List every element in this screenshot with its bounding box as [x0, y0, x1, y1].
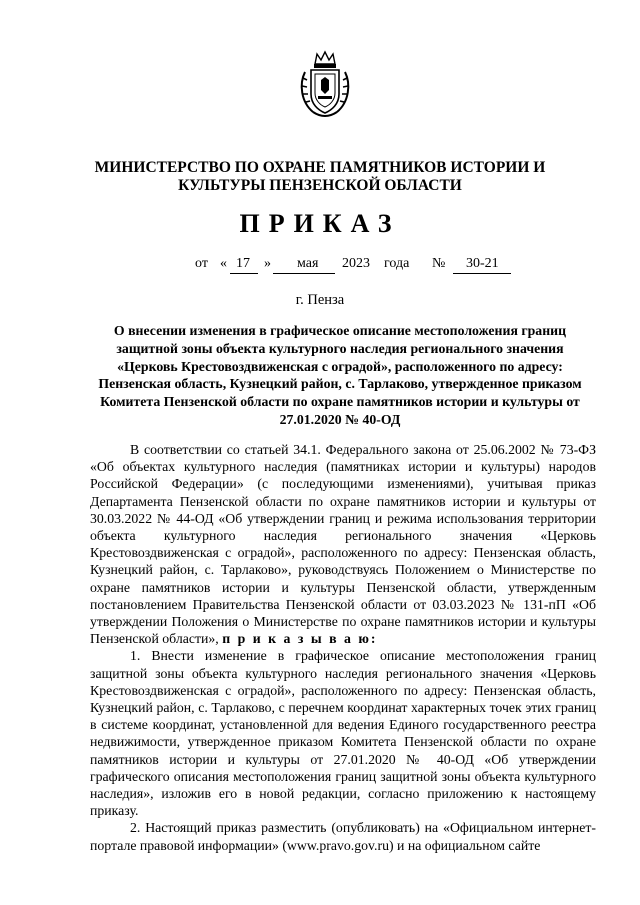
date-month: мая [297, 256, 319, 271]
subject-line: Пензенская область, Кузнецкий район, с. Тарлаково, утвержденное приказом [98, 376, 582, 392]
date-close-quote: » [264, 256, 271, 271]
day-underline [230, 273, 258, 274]
order-word: п р и к а з ы в а ю: [222, 631, 378, 647]
ministry-name-line: КУЛЬТУРЫ ПЕНЗЕНСКОЙ ОБЛАСТИ [178, 177, 462, 194]
subject-line: 27.01.2020 № 40-ОД [279, 411, 401, 427]
date-year-word: года [384, 256, 410, 271]
subject-line: защитной зоны объекта культурного наследия регионального значения [116, 340, 564, 356]
order-subject [90, 322, 590, 429]
item-2-paragraph: 2. Настоящий приказ разместить (опубликовать) на «Официальном интернет-портале правовой информации» (www.pravo.gov.ru) и на официальном сайте [90, 820, 596, 853]
item-1-paragraph: 1. Внести изменение в графическое описание местоположения границ защитной зоны объекта культурного наследия регионального значения «Церковь Крестовоздвиженская с оградой», расположенного по адресу: Пензенская область, Кузнецкий район, с. Тарлаково, с перечнем координат характерных точек этих границ в системе координат, установленной для ведения Единого государственного реестра недвижимости, утвержденное приказом Комитета Пензенской области по охране памятников истории и культуры от 27.01.2020 № 40-ОД «Об утверждении графического описания местоположения границ защитной зоны объекта культурного наследия», изложив его в новой редакции, согласно приложению к настоящему приказу. [90, 648, 596, 819]
preamble-text: В соответствии со статьей 34.1. Федерального закона от 25.06.2002 № 73-ФЗ «Об объектах культурного наследия (памятниках истории и культуры) народов Российской Федерации» (с последующими изменениями), учитывая приказ Департамента Пензенской области по охране памятников истории и культуры от 30.03.2022 № 44-ОД «Об утверждении границ и режима использования территории объекта культурного наследия регионального значения «Церковь Крестовоздвиженская с оградой», расположенного по адресу: Пензенская область, Кузнецкий район, с. Тарлаково», руководствуясь Положением о Министерстве по охране памятников истории и культуры Пензенской области, утвержденным постановлением Правительства Пензенской области от 03.03.2023 № 131-пП «Об утверждении Положения о Министерстве по охране памятников истории и культуры Пензенской области», [90, 442, 596, 647]
date-number-line [0, 256, 640, 276]
subject-line: «Церковь Крестовоздвиженская с оградой», расположенного по адресу: [117, 358, 563, 374]
subject-line: Комитета Пензенской области по охране памятников истории и культуры от [100, 394, 580, 410]
order-number: 30-21 [466, 256, 499, 271]
date-day: 17 [236, 256, 250, 271]
ministry-name-line: МИНИСТЕРСТВО ПО ОХРАНЕ ПАМЯТНИКОВ ИСТОРИИ И [94, 159, 546, 176]
penza-coat-of-arms-icon [295, 50, 355, 120]
number-underline [453, 273, 511, 274]
preamble-paragraph [90, 441, 596, 647]
date-open-quote: « [220, 256, 227, 271]
date-prefix: от [195, 256, 208, 271]
document-title: ПРИКАЗ [239, 209, 401, 238]
date-year: 2023 [342, 256, 370, 271]
city: г. Пенза [295, 292, 345, 308]
subject-line: О внесении изменения в графическое описание местоположения границ [113, 323, 567, 338]
order-body [90, 441, 596, 854]
month-underline [273, 273, 335, 274]
ministry-name [60, 159, 580, 195]
number-sign: № [432, 256, 446, 271]
